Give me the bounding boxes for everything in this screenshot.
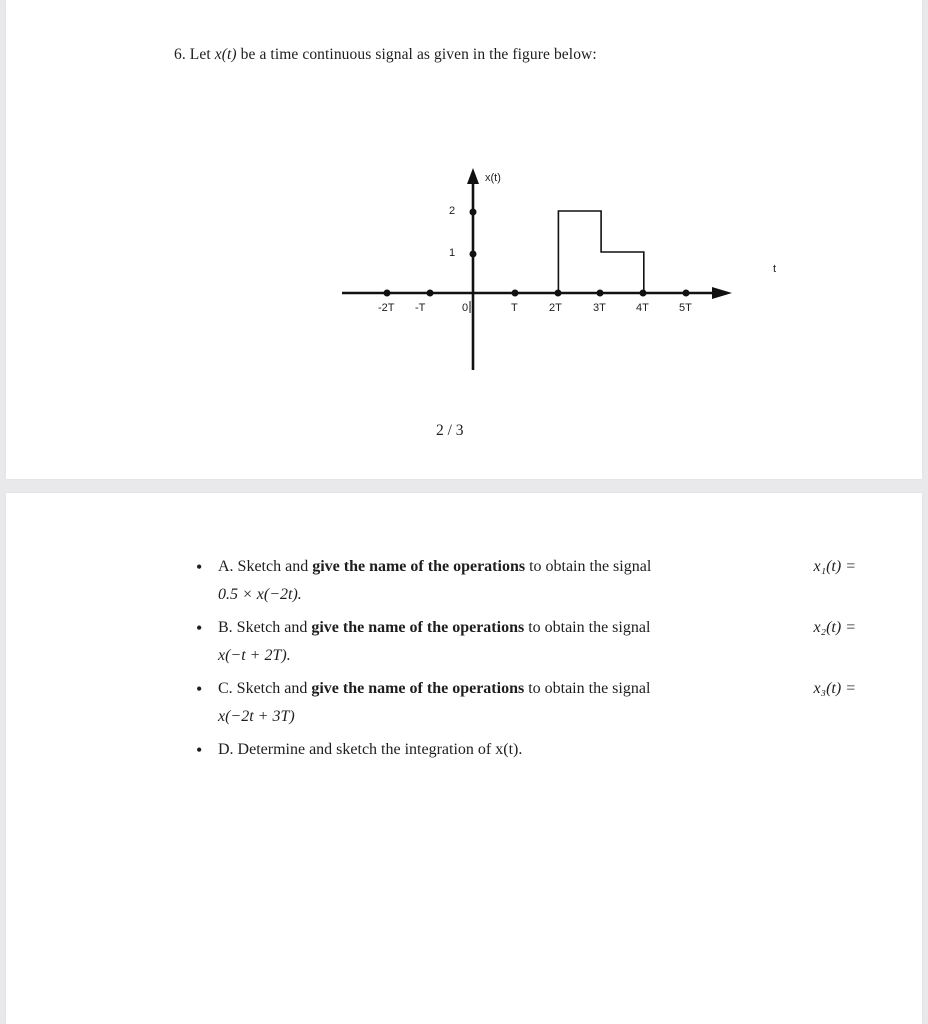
x-tick-label: -2T: [378, 302, 395, 314]
task-prefix: B. Sketch and: [218, 619, 308, 636]
task-bold: give the name of the operations: [311, 619, 525, 636]
y-axis-arrow-icon: [467, 168, 479, 184]
task-prefix: A. Sketch and: [218, 558, 309, 575]
x-tick-dot: [427, 290, 434, 297]
task-equation: x₁(t) =: [813, 558, 856, 575]
task-bold: give the name of the operations: [312, 558, 526, 575]
x-tick-label: -T: [415, 302, 426, 314]
task-suffix: to obtain the signal: [528, 680, 651, 697]
page-1: [6, 0, 922, 479]
y-axis-label: x(t): [485, 172, 501, 184]
task-prefix: C. Sketch and: [218, 680, 308, 697]
y-tick-label: 1: [449, 247, 456, 259]
task-equation: x₃(t) =: [813, 680, 856, 697]
x-tick-dot: [384, 290, 391, 297]
signal-figure: [6, 0, 922, 479]
x-axis-arrow-icon: [712, 287, 732, 299]
signal-curve: [558, 211, 643, 293]
task-suffix: to obtain the signal: [529, 558, 652, 575]
t-axis-label: t: [773, 263, 777, 275]
task-item-c: [196, 675, 856, 731]
y-tick-dot: [470, 209, 477, 216]
task-equation: x₂(t) =: [813, 619, 856, 636]
y-tick-dot: [470, 251, 477, 258]
x-tick-label: 0: [462, 302, 469, 314]
x-tick-label: 2T: [549, 302, 562, 314]
task-formula: x(−2t + 3T): [218, 708, 295, 725]
x-tick-dot: [512, 290, 519, 297]
x-tick-label: 3T: [593, 302, 606, 314]
question-text: be a time continuous signal as given in the figure below:: [240, 46, 597, 63]
y-tick-label: 2: [449, 205, 456, 217]
question-signal: x(t): [214, 46, 237, 63]
x-tick-label: 5T: [679, 302, 692, 314]
task-suffix: to obtain the signal: [528, 619, 651, 636]
task-bold: give the name of the operations: [311, 680, 525, 697]
question-number: 6. Let: [174, 46, 211, 63]
axes: [342, 168, 732, 370]
task-item-d: [196, 736, 856, 764]
x-tick-label: 4T: [636, 302, 649, 314]
task-formula: 0.5 × x(−2t).: [218, 586, 302, 603]
task-text: D. Determine and sketch the integration of x(t).: [218, 741, 523, 758]
x-tick-label: T: [511, 302, 518, 314]
task-item-b: [196, 614, 856, 670]
task-list: [196, 553, 856, 769]
x-tick-dot: [597, 290, 604, 297]
page-counter: 2 / 3: [436, 422, 464, 439]
x-tick-dot: [683, 290, 690, 297]
page-2: [6, 493, 922, 1024]
task-formula: x(−t + 2T).: [218, 647, 291, 664]
task-item-a: [196, 553, 856, 609]
